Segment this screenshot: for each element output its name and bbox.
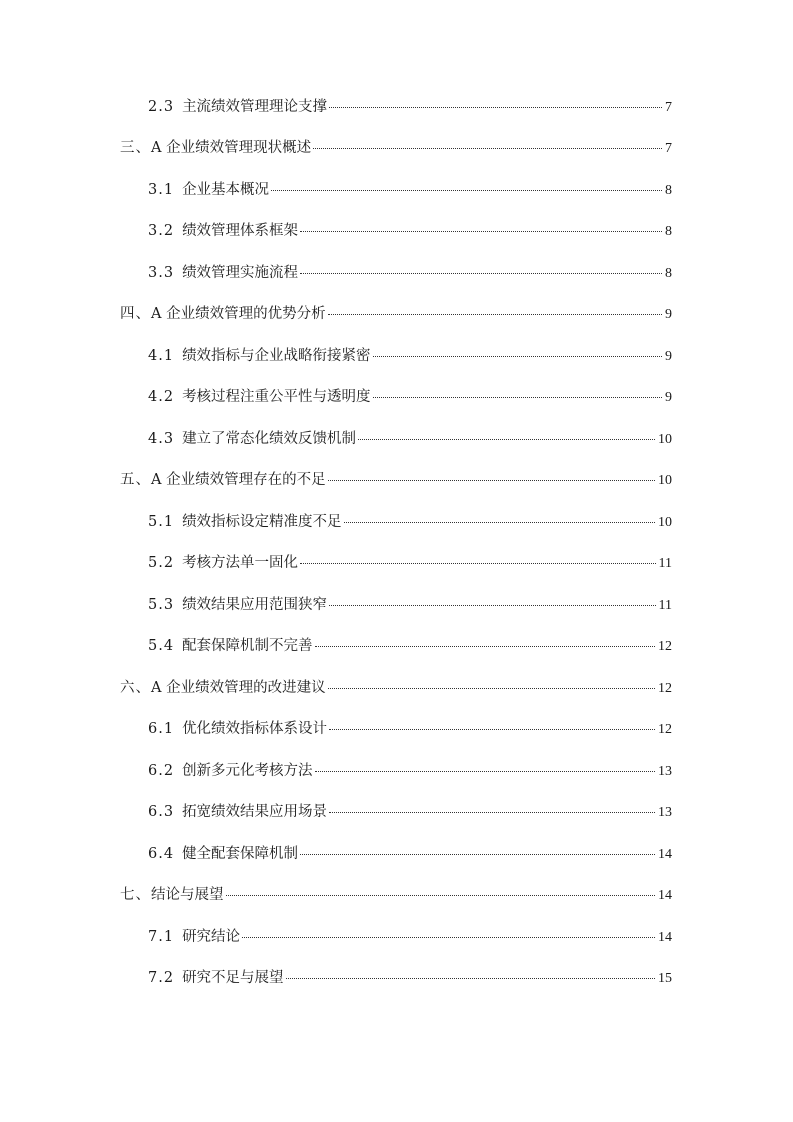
toc-entry-title: 企业基本概况	[182, 182, 270, 198]
toc-entry-number: 6.4	[148, 846, 175, 862]
toc-entry-chapter-5[interactable]	[120, 469, 672, 491]
toc-leader-dots	[344, 521, 655, 523]
toc-entry-title: 考核过程注重公平性与透明度	[182, 389, 371, 405]
toc-leader-dots	[373, 396, 662, 398]
toc-leader-dots	[300, 272, 662, 274]
toc-entry-number: 四、	[120, 306, 151, 322]
toc-entry-page-number: 9	[665, 390, 672, 405]
toc-entry-title: 结论与展望	[151, 887, 224, 903]
toc-entry-2-3[interactable]	[148, 96, 672, 118]
toc-entry-page-number: 7	[665, 141, 672, 156]
toc-entry-page-number: 12	[658, 722, 672, 737]
toc-entry-number: 五、	[120, 472, 151, 488]
toc-leader-dots	[286, 977, 655, 979]
toc-entry-4-2[interactable]	[148, 386, 672, 408]
toc-entry-3-2[interactable]	[148, 220, 672, 242]
toc-entry-title: 绩效指标设定精准度不足	[182, 514, 342, 530]
toc-entry-title: 绩效指标与企业战略衔接紧密	[182, 348, 371, 364]
toc-entry-page-number: 10	[658, 473, 672, 488]
toc-entry-number: 3.3	[148, 265, 175, 281]
toc-entry-title: 绩效管理实施流程	[182, 265, 299, 281]
toc-entry-number: 5.1	[148, 514, 175, 530]
toc-entry-title: A 企业绩效管理现状概述	[151, 140, 312, 156]
toc-leader-dots	[315, 770, 655, 772]
toc-entry-number: 6.2	[148, 763, 175, 779]
toc-leader-dots	[313, 147, 662, 149]
toc-entry-number: 3.2	[148, 223, 175, 239]
toc-entry-5-2[interactable]	[148, 552, 672, 574]
toc-entry-number: 4.2	[148, 389, 175, 405]
toc-entry-7-2[interactable]	[148, 967, 672, 989]
toc-entry-title: 主流绩效管理理论支撑	[182, 99, 328, 115]
toc-entry-3-1[interactable]	[148, 179, 672, 201]
toc-entry-6-1[interactable]	[148, 718, 672, 740]
toc-entry-6-4[interactable]	[148, 843, 672, 865]
toc-leader-dots	[271, 189, 662, 191]
toc-entry-number: 七、	[120, 887, 151, 903]
toc-leader-dots	[242, 936, 655, 938]
toc-entry-title: 建立了常态化绩效反馈机制	[182, 431, 357, 447]
toc-entry-5-1[interactable]	[148, 511, 672, 533]
toc-entry-page-number: 14	[658, 847, 672, 862]
toc-entry-4-1[interactable]	[148, 345, 672, 367]
toc-entry-number: 3.1	[148, 182, 175, 198]
toc-entry-5-3[interactable]	[148, 594, 672, 616]
toc-leader-dots	[300, 562, 655, 564]
toc-entry-page-number: 8	[665, 183, 672, 198]
toc-entry-number: 六、	[120, 680, 151, 696]
toc-leader-dots	[300, 853, 655, 855]
toc-entry-page-number: 10	[658, 432, 672, 447]
toc-entry-chapter-7[interactable]	[120, 884, 672, 906]
toc-entry-page-number: 8	[665, 266, 672, 281]
toc-entry-7-1[interactable]	[148, 926, 672, 948]
toc-entry-page-number: 10	[658, 515, 672, 530]
toc-entry-number: 4.1	[148, 348, 175, 364]
toc-entry-page-number: 14	[658, 888, 672, 903]
toc-entry-page-number: 7	[665, 100, 672, 115]
toc-entry-number: 7.1	[148, 929, 175, 945]
toc-entry-title: 创新多元化考核方法	[182, 763, 313, 779]
toc-leader-dots	[328, 479, 655, 481]
toc-entry-number: 7.2	[148, 970, 175, 986]
toc-entry-page-number: 11	[658, 556, 672, 571]
toc-leader-dots	[329, 604, 655, 606]
toc-entry-page-number: 12	[658, 639, 672, 654]
toc-entry-title: 研究不足与展望	[182, 970, 284, 986]
toc-leader-dots	[315, 645, 655, 647]
toc-leader-dots	[329, 728, 655, 730]
toc-entry-title: 优化绩效指标体系设计	[182, 721, 328, 737]
toc-entry-title: 研究结论	[182, 929, 241, 945]
toc-entry-title: A 企业绩效管理的优势分析	[151, 306, 326, 322]
toc-leader-dots	[328, 313, 662, 315]
toc-entry-page-number: 12	[658, 681, 672, 696]
toc-entry-page-number: 13	[658, 805, 672, 820]
toc-entry-4-3[interactable]	[148, 428, 672, 450]
toc-entry-number: 6.3	[148, 804, 175, 820]
toc-entry-page-number: 8	[665, 224, 672, 239]
toc-entry-page-number: 14	[658, 930, 672, 945]
toc-leader-dots	[358, 438, 655, 440]
toc-leader-dots	[328, 687, 655, 689]
toc-entry-3-3[interactable]	[148, 262, 672, 284]
toc-leader-dots	[226, 894, 656, 896]
toc-entry-number: 5.3	[148, 597, 175, 613]
toc-entry-number: 2.3	[148, 99, 175, 115]
toc-entry-number: 4.3	[148, 431, 175, 447]
toc-entry-5-4[interactable]	[148, 635, 672, 657]
toc-entry-number: 5.2	[148, 555, 175, 571]
toc-entry-number: 5.4	[148, 638, 175, 654]
toc-entry-chapter-3[interactable]	[120, 137, 672, 159]
toc-leader-dots	[300, 230, 662, 232]
toc-entry-title: A 企业绩效管理的改进建议	[151, 680, 326, 696]
toc-entry-page-number: 11	[658, 598, 672, 613]
toc-leader-dots	[329, 811, 655, 813]
toc-entry-page-number: 15	[658, 971, 672, 986]
toc-entry-title: 考核方法单一固化	[182, 555, 299, 571]
toc-entry-6-2[interactable]	[148, 760, 672, 782]
toc-entry-title: 配套保障机制不完善	[182, 638, 313, 654]
toc-entry-page-number: 9	[665, 307, 672, 322]
toc-entry-6-3[interactable]	[148, 801, 672, 823]
toc-entry-number: 三、	[120, 140, 151, 156]
toc-entry-chapter-4[interactable]	[120, 303, 672, 325]
toc-entry-page-number: 13	[658, 764, 672, 779]
toc-leader-dots	[329, 106, 662, 108]
toc-entry-title: 绩效管理体系框架	[182, 223, 299, 239]
toc-entry-title: 拓宽绩效结果应用场景	[182, 804, 328, 820]
toc-leader-dots	[373, 355, 662, 357]
toc-entry-title: A 企业绩效管理存在的不足	[151, 472, 326, 488]
toc-entry-page-number: 9	[665, 349, 672, 364]
toc-entry-number: 6.1	[148, 721, 175, 737]
toc-entry-chapter-6[interactable]	[120, 677, 672, 699]
toc-entry-title: 健全配套保障机制	[182, 846, 299, 862]
toc-entry-title: 绩效结果应用范围狭窄	[182, 597, 328, 613]
